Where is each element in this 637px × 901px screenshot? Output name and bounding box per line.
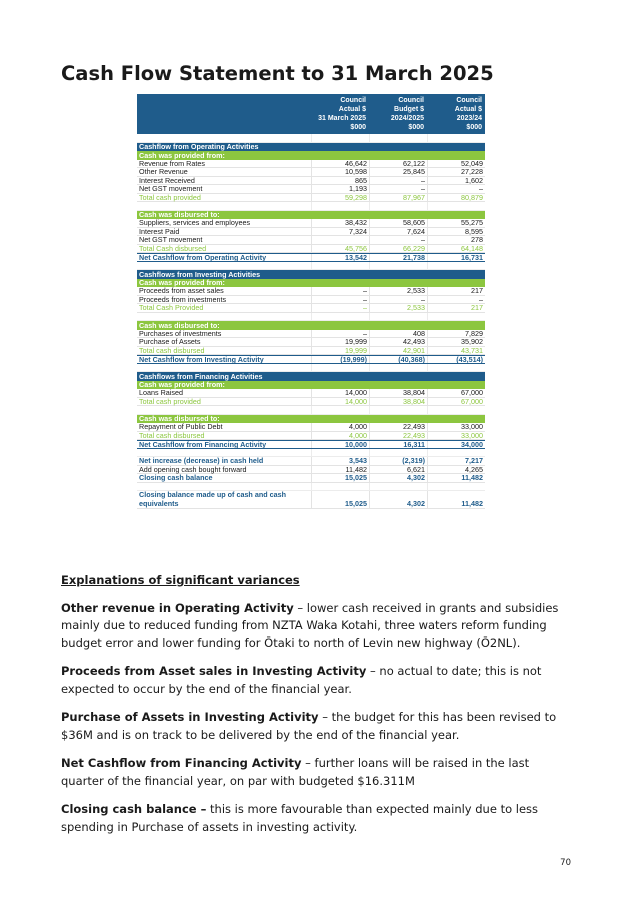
explanation-item: Closing cash balance – this is more favourable than expected mainly due to less spending in Purchase of assets in investing activity. xyxy=(61,802,539,834)
row-label: Interest Paid xyxy=(139,226,180,236)
row-value: 27,228 xyxy=(427,168,485,176)
row-value: 25,845 xyxy=(369,168,427,176)
total-row xyxy=(137,194,485,203)
row-value: 7,829 xyxy=(427,330,485,338)
row-value: 67,000 xyxy=(427,398,485,406)
row-label: Net Cashflow from Operating Activity xyxy=(139,252,267,262)
row-value: 45,756 xyxy=(311,245,369,253)
row-label: Net Cashflow from Investing Activity xyxy=(139,354,264,364)
page-number: 70 xyxy=(560,858,571,868)
row-label: Net Cashflow from Financing Activity xyxy=(139,439,267,449)
row-value: 38,804 xyxy=(369,389,427,397)
row-value: 6,621 xyxy=(369,466,427,474)
row-value: 16,731 xyxy=(427,254,485,261)
row-label: Cash was disbursed to: xyxy=(139,210,220,220)
row-label: Cashflow from Operating Activities xyxy=(139,142,259,152)
row-value: (40,368) xyxy=(369,356,427,363)
section-header-row xyxy=(137,372,485,381)
row-value: 80,879 xyxy=(427,194,485,202)
cash-balance-row xyxy=(137,474,485,483)
row-label: Total cash disbursed xyxy=(139,430,205,440)
row-value: 11,482 xyxy=(427,491,485,508)
row-value: 4,302 xyxy=(369,474,427,482)
row-value xyxy=(427,262,485,270)
table-spacer-row xyxy=(137,364,485,373)
row-value: 16,311 xyxy=(369,441,427,448)
row-value xyxy=(311,364,369,372)
explanation-item: Other revenue in Operating Activity – lower cash received in grants and subsidies mainly due to reduced funding from NZTA Waka Kotahi, three waters reform funding budget error and lower funding for Ōtaki to north of Levin new highway (Ō2NL). xyxy=(61,600,559,650)
row-value xyxy=(427,406,485,414)
row-label: Suppliers, services and employees xyxy=(139,218,251,228)
row-value xyxy=(311,313,369,321)
row-label: Total Cash disbursed xyxy=(139,243,207,253)
table-spacer-row xyxy=(137,313,485,322)
row-value: 217 xyxy=(427,287,485,295)
row-value xyxy=(427,483,485,491)
row-value xyxy=(427,364,485,372)
row-value xyxy=(369,134,427,142)
total-row xyxy=(137,398,485,407)
row-label: Cash was disbursed to: xyxy=(139,414,220,424)
header-col-actual-2025: Council Actual $ 31 March 2025 $000 xyxy=(318,97,366,131)
row-value xyxy=(369,483,427,491)
row-label: Purchases of investments xyxy=(139,328,222,338)
row-label: Total cash provided xyxy=(139,192,201,202)
row-value: 21,738 xyxy=(369,254,427,261)
row-value: – xyxy=(427,185,485,193)
row-label: Other Revenue xyxy=(139,167,188,177)
explanation-item: Purchase of Assets in Investing Activity – the budget for this has been revised to $36M and is on track to be delivered by the end of the financial year. xyxy=(61,710,557,742)
row-value: 1,193 xyxy=(311,185,369,193)
row-label: Total Cash Provided xyxy=(139,303,204,313)
row-value: 34,000 xyxy=(427,441,485,448)
row-value: – xyxy=(369,177,427,185)
row-value: 55,275 xyxy=(427,219,485,227)
row-value xyxy=(427,202,485,210)
row-value: 22,493 xyxy=(369,432,427,440)
row-label: Cashflows from Investing Activities xyxy=(139,269,261,279)
row-value: 46,642 xyxy=(311,160,369,168)
row-value: 42,901 xyxy=(369,347,427,355)
total-row xyxy=(137,304,485,313)
row-value xyxy=(427,134,485,142)
row-value: 865 xyxy=(311,177,369,185)
row-label: Cash was provided from: xyxy=(139,278,225,288)
row-value xyxy=(427,449,485,457)
row-value: 7,324 xyxy=(311,228,369,236)
row-label: Cash was provided from: xyxy=(139,150,225,160)
row-label: Net GST movement xyxy=(139,184,203,194)
row-value: 15,025 xyxy=(311,474,369,482)
row-value xyxy=(311,202,369,210)
row-value xyxy=(427,313,485,321)
row-value: 59,298 xyxy=(311,194,369,202)
table-header xyxy=(137,94,485,134)
table-spacer-row xyxy=(137,202,485,211)
row-value: (43,514) xyxy=(427,356,485,363)
explanation-item: Net Cashflow from Financing Activity – further loans will be raised in the last quarter of the financial year, on par with budgeted $16.311M xyxy=(61,756,530,788)
row-value: 67,000 xyxy=(427,389,485,397)
row-value: 1,602 xyxy=(427,177,485,185)
row-label: Proceeds from asset sales xyxy=(139,286,224,296)
row-label: Proceeds from investments xyxy=(139,294,227,304)
row-label: Cashflows from Financing Activities xyxy=(139,371,263,381)
row-value: 19,999 xyxy=(311,338,369,346)
row-value xyxy=(369,364,427,372)
explanations-heading: Explanations of significant variances xyxy=(61,573,300,587)
row-value xyxy=(369,202,427,210)
row-label: Total cash provided xyxy=(139,396,201,406)
closing-balance-row xyxy=(137,491,485,509)
row-value xyxy=(311,449,369,457)
total-row xyxy=(137,432,485,441)
row-value: 4,265 xyxy=(427,466,485,474)
row-value: 8,595 xyxy=(427,228,485,236)
row-value: 408 xyxy=(369,330,427,338)
row-value: 14,000 xyxy=(311,389,369,397)
header-col-actual-2024: Council Actual $ 2023/24 $000 xyxy=(454,97,482,131)
row-value: 52,049 xyxy=(427,160,485,168)
row-value xyxy=(369,313,427,321)
row-value xyxy=(311,483,369,491)
row-value: 13,542 xyxy=(311,254,369,261)
row-value: – xyxy=(427,296,485,304)
row-label: Net GST movement xyxy=(139,235,203,245)
row-value: 11,482 xyxy=(311,466,369,474)
row-value: – xyxy=(369,296,427,304)
table-body xyxy=(137,134,485,509)
row-value: 3,543 xyxy=(311,457,369,465)
row-label: Closing balance made up of cash and cash equivalents xyxy=(139,490,286,508)
row-value: 38,432 xyxy=(311,219,369,227)
row-label: Purchase of Assets xyxy=(139,337,201,347)
row-value: 10,598 xyxy=(311,168,369,176)
row-value: 33,000 xyxy=(427,432,485,440)
row-value: (2,319) xyxy=(369,457,427,465)
row-value xyxy=(311,262,369,270)
row-value: 43,731 xyxy=(427,347,485,355)
row-value xyxy=(311,406,369,414)
row-value: 19,999 xyxy=(311,347,369,355)
row-value: – xyxy=(369,185,427,193)
header-label-column xyxy=(137,94,310,134)
row-label: Revenue from Rates xyxy=(139,158,205,168)
net-cashflow-row xyxy=(137,440,485,449)
section-header-row xyxy=(137,270,485,279)
row-value: 11,482 xyxy=(427,474,485,482)
row-value: 66,229 xyxy=(369,245,427,253)
row-value xyxy=(369,449,427,457)
row-label: Closing cash balance xyxy=(139,473,213,483)
row-value: 35,902 xyxy=(427,338,485,346)
row-value: 7,217 xyxy=(427,457,485,465)
row-value xyxy=(369,406,427,414)
row-value: 87,967 xyxy=(369,194,427,202)
row-value: 42,493 xyxy=(369,338,427,346)
row-value: 33,000 xyxy=(427,423,485,431)
row-value: 38,804 xyxy=(369,398,427,406)
row-value: 4,000 xyxy=(311,432,369,440)
row-value: 14,000 xyxy=(311,398,369,406)
variance-explanations xyxy=(61,572,571,847)
net-cashflow-row xyxy=(137,355,485,364)
row-label: Total cash disbursed xyxy=(139,345,205,355)
row-label: Add opening cash bought forward xyxy=(139,464,247,474)
row-value: – xyxy=(311,296,369,304)
row-value: – xyxy=(369,236,427,244)
header-col-budget-2025: Council Budget $ 2024/2025 $000 xyxy=(390,97,424,131)
table-spacer-row xyxy=(137,262,485,271)
page-title: Cash Flow Statement to 31 March 2025 xyxy=(61,62,494,85)
row-value: 4,302 xyxy=(369,491,427,508)
explanation-item: Proceeds from Asset sales in Investing Activity – no actual to date; this is not expected to occur by the end of the financial year. xyxy=(61,664,542,696)
row-value: 64,148 xyxy=(427,245,485,253)
row-value: 62,122 xyxy=(369,160,427,168)
row-label: Cash was disbursed to: xyxy=(139,320,220,330)
net-cashflow-row xyxy=(137,253,485,262)
row-label: Loans Raised xyxy=(139,388,183,398)
row-value: 58,605 xyxy=(369,219,427,227)
row-value: 7,624 xyxy=(369,228,427,236)
row-value: 2,533 xyxy=(369,287,427,295)
cash-flow-table xyxy=(137,94,485,509)
row-value: 217 xyxy=(427,304,485,312)
row-value: (19,999) xyxy=(311,356,369,363)
row-value xyxy=(311,134,369,142)
row-value: 4,000 xyxy=(311,423,369,431)
row-value: – xyxy=(311,304,369,312)
row-value: 278 xyxy=(427,236,485,244)
section-header-row xyxy=(137,143,485,152)
row-value: 2,533 xyxy=(369,304,427,312)
table-spacer-row xyxy=(137,134,485,143)
row-value xyxy=(311,236,369,244)
total-row xyxy=(137,245,485,254)
total-row xyxy=(137,347,485,356)
row-value: 22,493 xyxy=(369,423,427,431)
row-label: Repayment of Public Debt xyxy=(139,422,223,432)
row-label: Net increase (decrease) in cash held xyxy=(139,456,264,466)
row-value: – xyxy=(311,330,369,338)
row-value xyxy=(369,262,427,270)
table-spacer-row xyxy=(137,406,485,415)
row-label: Interest Received xyxy=(139,175,195,185)
row-value: – xyxy=(311,287,369,295)
row-value: 10,000 xyxy=(311,441,369,448)
row-value: 15,025 xyxy=(311,491,369,508)
row-label: Cash was provided from: xyxy=(139,380,225,390)
